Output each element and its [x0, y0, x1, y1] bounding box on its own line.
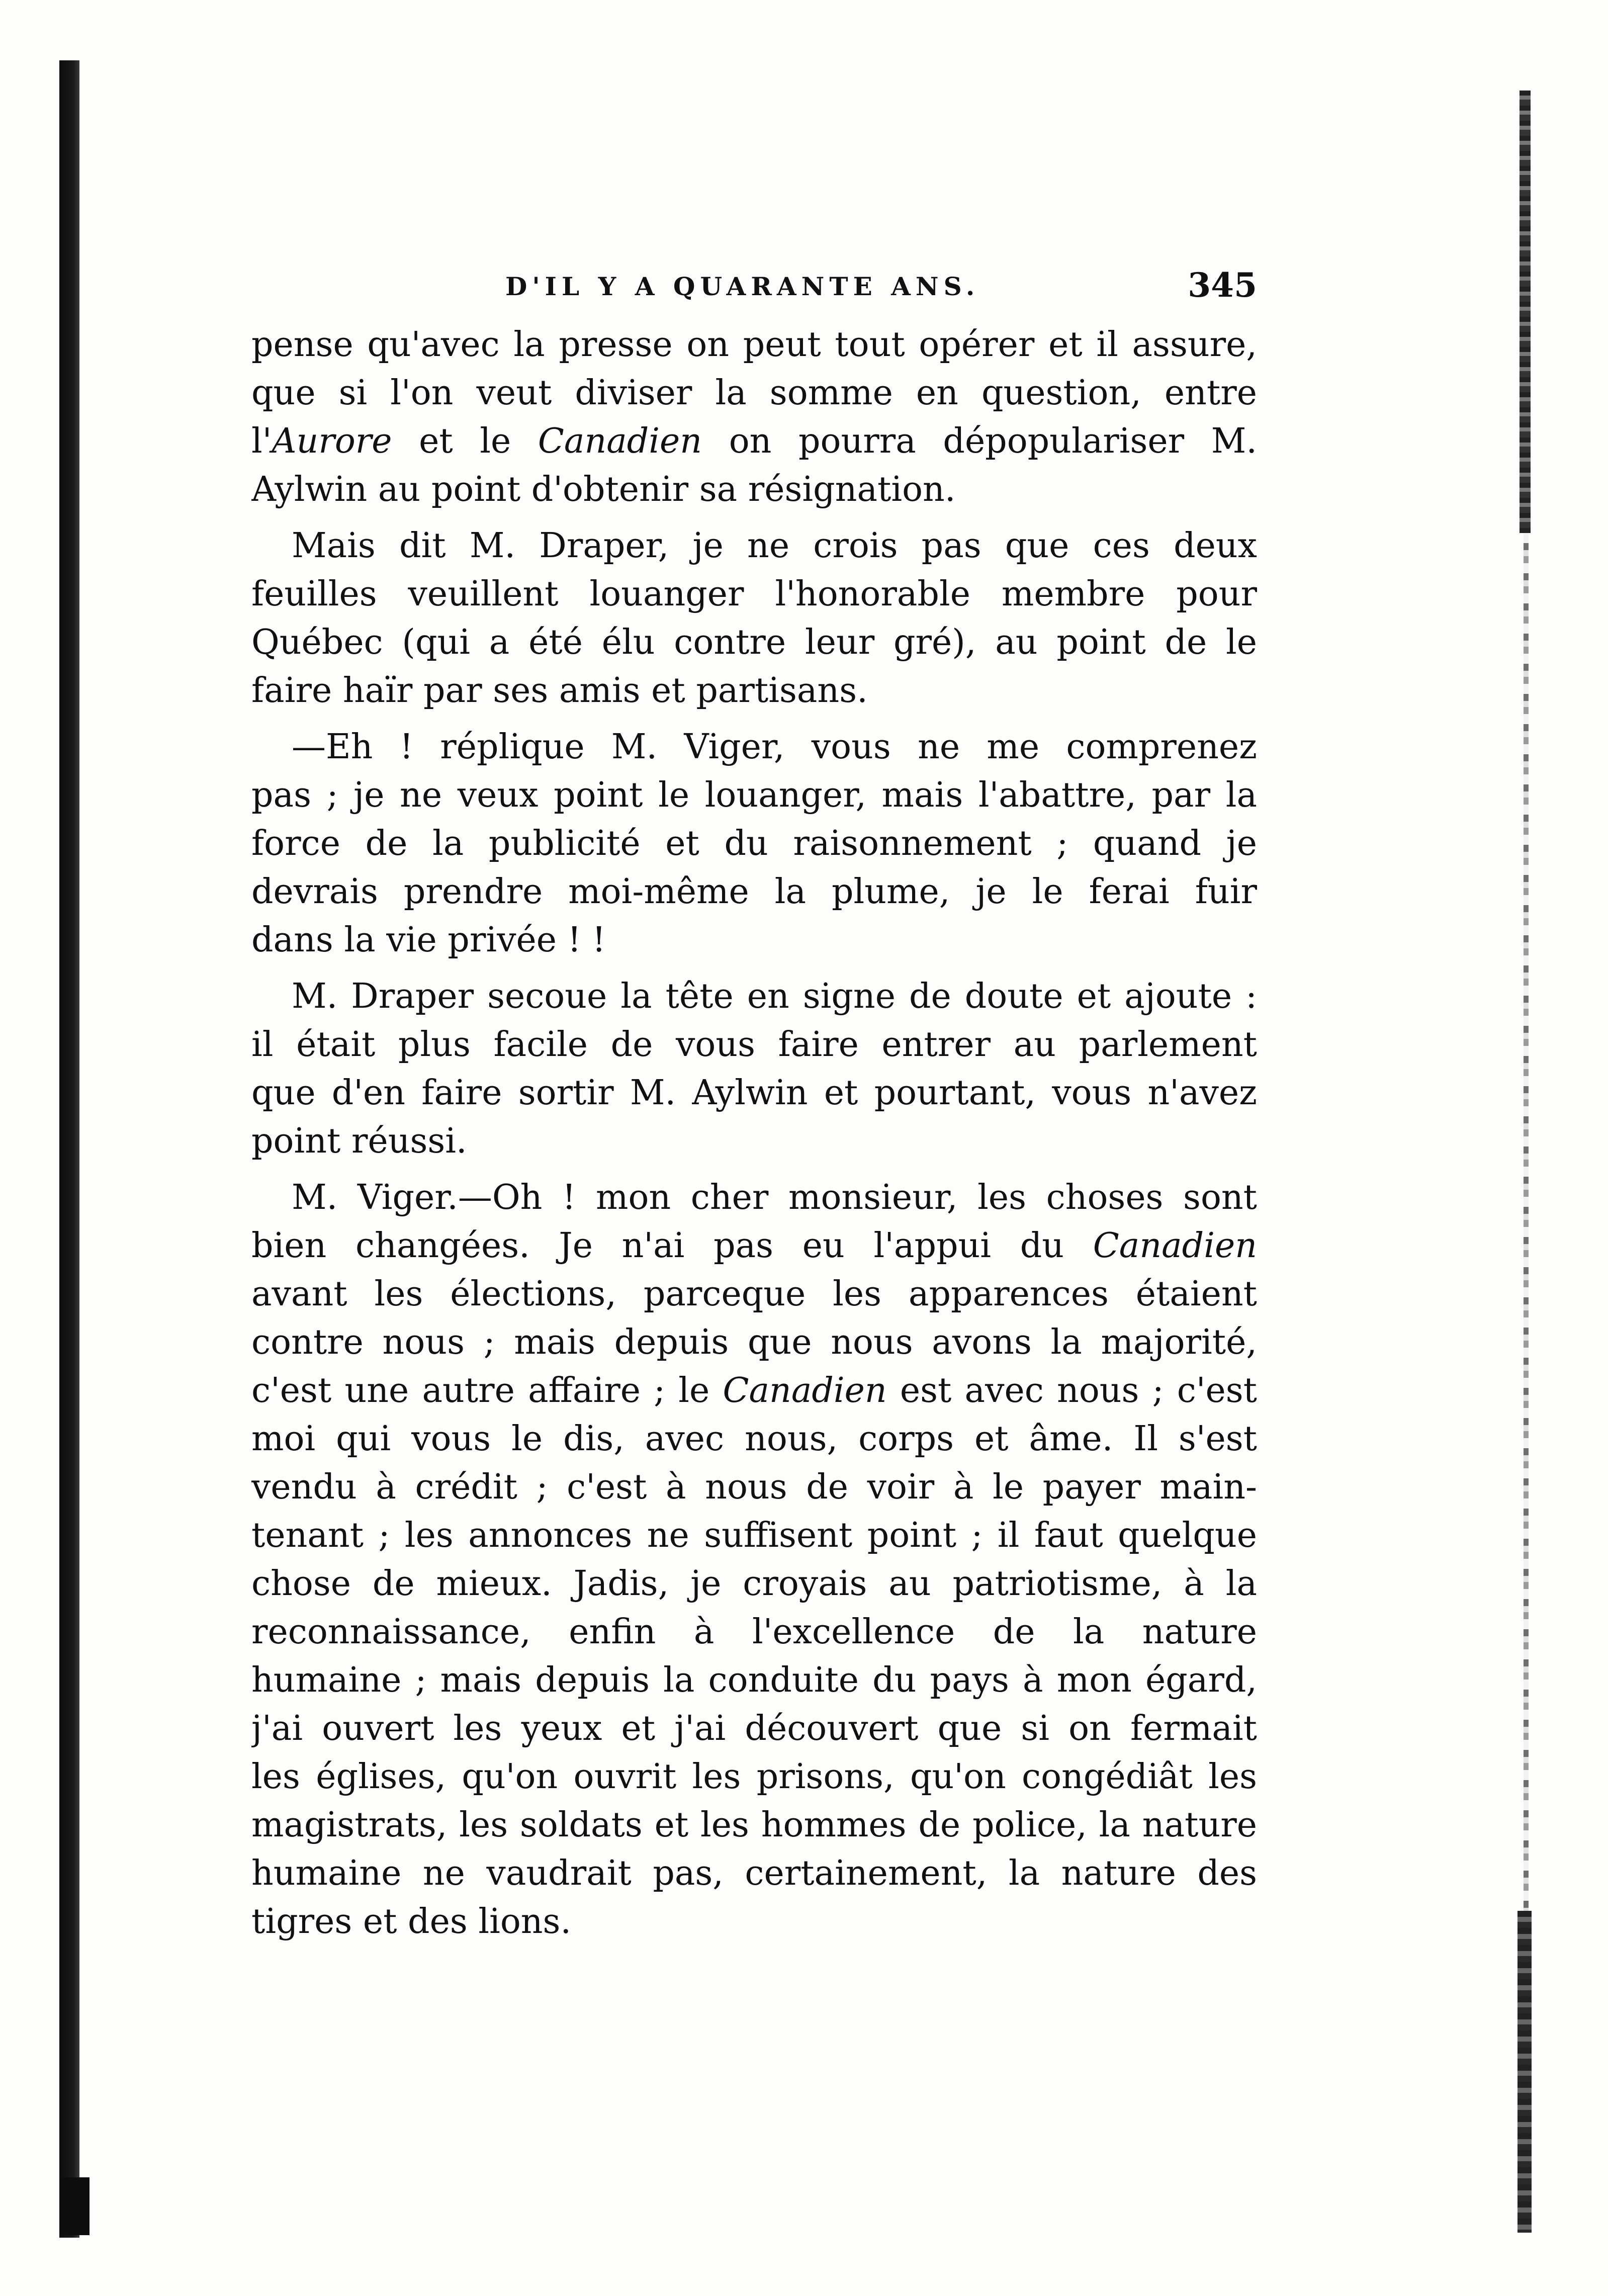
text-line [251, 1069, 1257, 1117]
text-line [251, 1560, 1257, 1608]
text-segment: reconnaissance, enfin à l'excellence de la nature [251, 1612, 1257, 1652]
text-line [251, 1608, 1257, 1656]
text-line [251, 868, 1257, 916]
text-segment: M. Draper secoue la tête en signe de doute et ajoute : [292, 977, 1257, 1016]
body-text [251, 321, 1257, 1946]
text-line [251, 1222, 1257, 1270]
text-line [251, 916, 1257, 964]
text-segment: M. Viger.—Oh ! mon cher monsieur, les choses sont [292, 1178, 1257, 1217]
text-line [251, 1463, 1257, 1512]
text-segment: que si l'on veut diviser la somme en question, entre [251, 373, 1257, 413]
text-segment: j'ai ouvert les yeux et j'ai découvert que si on fermait [251, 1709, 1257, 1748]
text-line [251, 1270, 1257, 1318]
text-line [251, 466, 1257, 514]
binding-shadow-left-base [59, 2177, 90, 2235]
paragraph-gap [251, 514, 1257, 522]
text-line [251, 1898, 1257, 1946]
text-segment: bien changées. Je n'ai pas eu l'appui du [251, 1226, 1093, 1266]
text-segment: pas ; je ne veux point le louanger, mais l'abattre, par la [251, 775, 1257, 815]
text-line [251, 1117, 1257, 1166]
text-line [251, 1512, 1257, 1560]
paragraph-gap [251, 1166, 1257, 1174]
text-line [251, 1801, 1257, 1849]
text-segment: Québec (qui a été élu contre leur gré), au point de le [251, 623, 1257, 662]
text-line [251, 321, 1257, 369]
text-line [251, 1415, 1257, 1463]
text-line [251, 369, 1257, 417]
text-line [251, 1849, 1257, 1898]
text-segment: il était plus facile de vous faire entrer au parlement [251, 1025, 1257, 1065]
text-line [251, 723, 1257, 771]
text-segment: devrais prendre moi-même la plume, je le ferai fuir [251, 872, 1257, 912]
text-segment: c'est une autre affaire ; le [251, 1371, 723, 1410]
text-line [251, 973, 1257, 1021]
text-segment: Aylwin au point d'obtenir sa résignation. [251, 470, 956, 509]
text-line [251, 771, 1257, 820]
paragraph [251, 723, 1257, 964]
page-edge-right-bottom [1517, 1911, 1532, 2233]
paragraph [251, 321, 1257, 514]
text-segment: point réussi. [251, 1121, 467, 1161]
text-segment: on pourra dépopulariser M. [702, 421, 1257, 461]
text-segment: contre nous ; mais depuis que nous avons la majorité, [251, 1322, 1257, 1362]
text-segment: l' [251, 421, 272, 461]
text-segment: que d'en faire sortir M. Aylwin et pourtant, vous n'avez [251, 1073, 1257, 1113]
italic-text: Canadien [1093, 1226, 1257, 1266]
text-segment: pense qu'avec la presse on peut tout opérer et il assure, [251, 325, 1257, 365]
text-segment: humaine ; mais depuis la conduite du pays à mon égard, [251, 1660, 1257, 1700]
text-segment: est avec nous ; c'est [886, 1371, 1257, 1410]
text-segment: dans la vie privée ! ! [251, 920, 606, 960]
text-line [251, 1367, 1257, 1415]
text-segment: humaine ne vaudrait pas, certainement, la nature des [251, 1853, 1257, 1893]
text-line [251, 619, 1257, 667]
page-header [251, 266, 1257, 317]
text-segment: force de la publicité et du raisonnement ; quand je [251, 824, 1257, 863]
page-number: 345 [1188, 266, 1257, 305]
paragraph-gap [251, 964, 1257, 973]
text-segment: les églises, qu'on ouvrit les prisons, qu'on congédiât les [251, 1757, 1257, 1797]
text-line [251, 820, 1257, 868]
text-line [251, 1021, 1257, 1069]
text-line [251, 1174, 1257, 1222]
text-line [251, 1656, 1257, 1705]
text-segment: chose de mieux. Jadis, je croyais au patriotisme, à la [251, 1564, 1257, 1604]
text-segment: —Eh ! réplique M. Viger, vous ne me comprenez [292, 727, 1257, 767]
italic-text: Canadien [538, 421, 702, 461]
text-line [251, 570, 1257, 619]
text-segment: magistrats, les soldats et les hommes de police, la nature [251, 1805, 1257, 1845]
text-segment: avant les élections, parceque les apparences étaient [251, 1274, 1257, 1314]
text-line [251, 1753, 1257, 1801]
text-segment: et le [392, 421, 538, 461]
binding-shadow-left [59, 60, 79, 2238]
text-line [251, 417, 1257, 466]
italic-text: Aurore [272, 421, 392, 461]
text-line [251, 1705, 1257, 1753]
text-segment: tenant ; les annonces ne suffisent point ; il faut quelque [251, 1516, 1257, 1555]
paragraph [251, 1174, 1257, 1946]
paragraph-gap [251, 715, 1257, 723]
paragraph [251, 973, 1257, 1166]
text-segment: faire haïr par ses amis et partisans. [251, 671, 868, 711]
italic-text: Canadien [723, 1371, 887, 1410]
paragraph [251, 522, 1257, 715]
text-segment: feuilles veuillent louanger l'honorable membre pour [251, 574, 1257, 614]
text-line [251, 522, 1257, 570]
running-head: D'IL Y A QUARANTE ANS. [505, 272, 980, 301]
text-segment: vendu à crédit ; c'est à nous de voir à le payer main- [251, 1467, 1257, 1507]
page-edge-right-top [1520, 91, 1531, 533]
text-segment: moi qui vous le dis, avec nous, corps et âme. Il s'est [251, 1419, 1257, 1459]
text-line [251, 1318, 1257, 1367]
text-segment: tigres et des lions. [251, 1902, 572, 1941]
text-line [251, 667, 1257, 715]
text-segment: Mais dit M. Draper, je ne crois pas que ces deux [292, 526, 1257, 566]
